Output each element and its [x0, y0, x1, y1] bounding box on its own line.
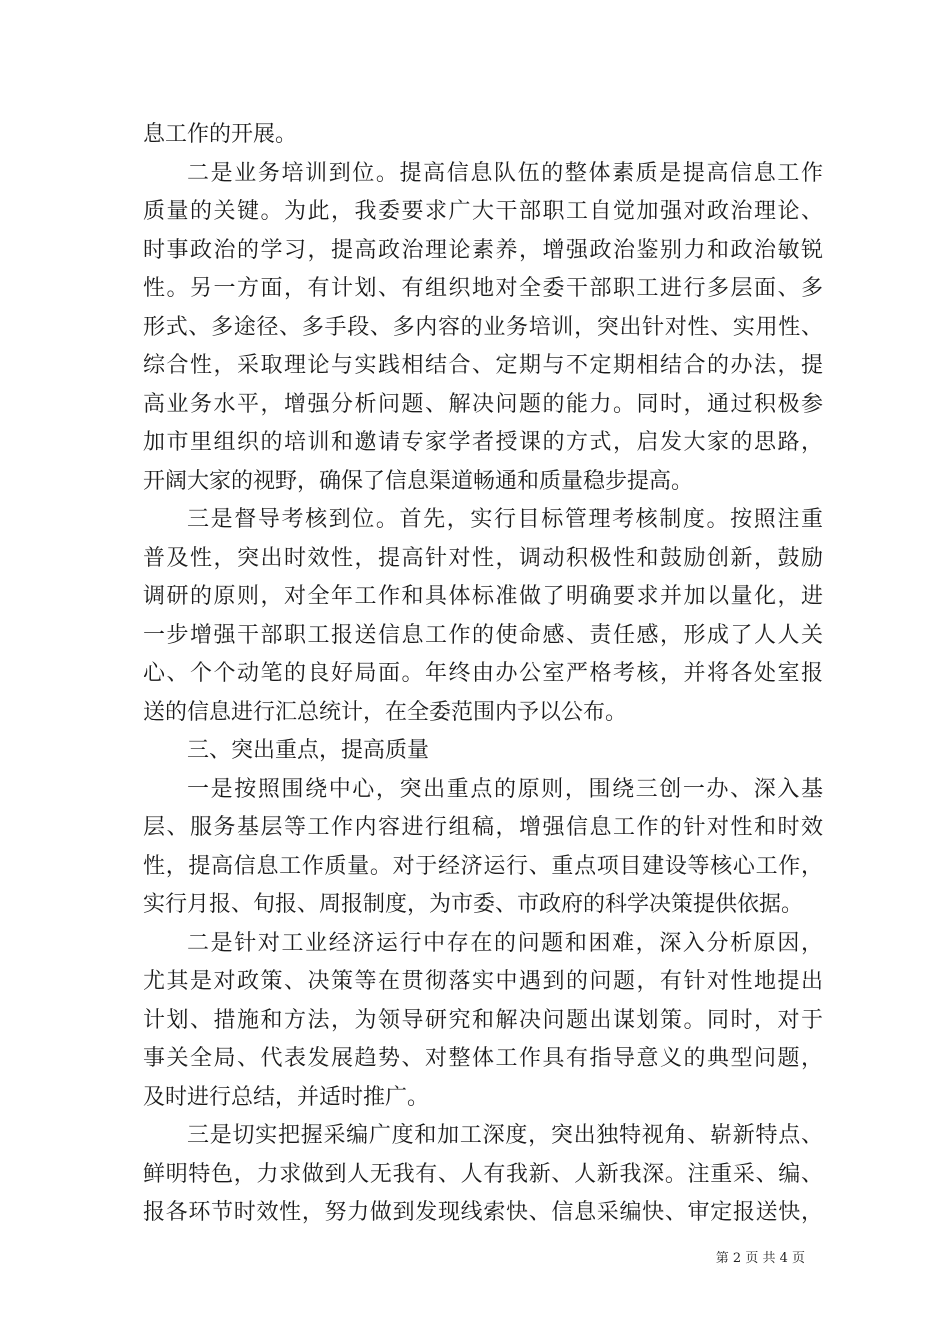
text-line: 报各环节时效性，努力做到发现线索快、信息采编快、审定报送快，	[143, 1200, 823, 1225]
text-line: 尤其是对政策、决策等在贯彻落实中遇到的问题，有针对性地提出	[143, 969, 823, 994]
text-line: 计划、措施和方法，为领导研究和解决问题出谋划策。同时，对于	[143, 1007, 823, 1033]
text-line: 息工作的开展。	[143, 122, 298, 147]
text-line: 一是按照围绕中心，突出重点的原则，围绕三创一办、深入基	[187, 776, 823, 802]
text-line: 高业务水平，增强分析问题、解决问题的能力。同时，通过积极参	[143, 391, 823, 417]
text-line: 一步增强干部职工报送信息工作的使命感、责任感，形成了人人关	[143, 622, 823, 648]
text-line: 形式、多途径、多手段、多内容的业务培训，突出针对性、实用性、	[143, 314, 823, 340]
text-line: 层、服务基层等工作内容进行组稿，增强信息工作的针对性和时效	[143, 815, 823, 840]
page-number-footer: 第 2 页 共 4 页	[715, 1251, 805, 1266]
text-line: 加市里组织的培训和邀请专家学者授课的方式，启发大家的思路，	[143, 430, 823, 455]
text-line: 三是督导考核到位。首先，实行目标管理考核制度。按照注重	[187, 507, 823, 532]
text-line: 性，提高信息工作质量。对于经济运行、重点项目建设等核心工作，	[143, 853, 823, 879]
text-line: 性。另一方面，有计划、有组织地对全委干部职工进行多层面、多	[143, 276, 823, 301]
text-line: 调研的原则，对全年工作和具体标准做了明确要求并加以量化，进	[143, 584, 823, 609]
text-line: 质量的关键。为此，我委要求广大干部职工自觉加强对政治理论、	[143, 199, 823, 224]
text-line: 普及性，突出时效性，提高针对性，调动积极性和鼓励创新，鼓励	[143, 545, 823, 571]
text-line: 二是针对工业经济运行中存在的问题和困难，深入分析原因，	[187, 930, 823, 956]
text-line: 二是业务培训到位。提高信息队伍的整体素质是提高信息工作	[187, 160, 823, 186]
text-line: 时事政治的学习，提高政治理论素养，增强政治鉴别力和政治敏锐	[143, 237, 823, 263]
document-body	[143, 116, 823, 1233]
text-line: 及时进行总结，并适时推广。	[143, 1084, 430, 1110]
text-line: 开阔大家的视野，确保了信息渠道畅通和质量稳步提高。	[143, 468, 694, 494]
text-line: 三是切实把握采编广度和加工深度，突出独特视角、崭新特点、	[187, 1123, 823, 1148]
text-line: 事关全局、代表发展趋势、对整体工作具有指导意义的典型问题，	[143, 1046, 823, 1071]
text-line: 实行月报、旬报、周报制度，为市委、市政府的科学决策提供依据。	[143, 892, 804, 917]
text-line: 心、个个动笔的良好局面。年终由办公室严格考核，并将各处室报	[143, 661, 823, 686]
text-line: 送的信息进行汇总统计，在全委范围内予以公布。	[143, 699, 628, 725]
text-line: 三、突出重点，提高质量	[187, 738, 430, 763]
text-line: 综合性，采取理论与实践相结合、定期与不定期相结合的办法，提	[143, 353, 823, 378]
text-line: 鲜明特色，力求做到人无我有、人有我新、人新我深。注重采、编、	[143, 1161, 823, 1187]
